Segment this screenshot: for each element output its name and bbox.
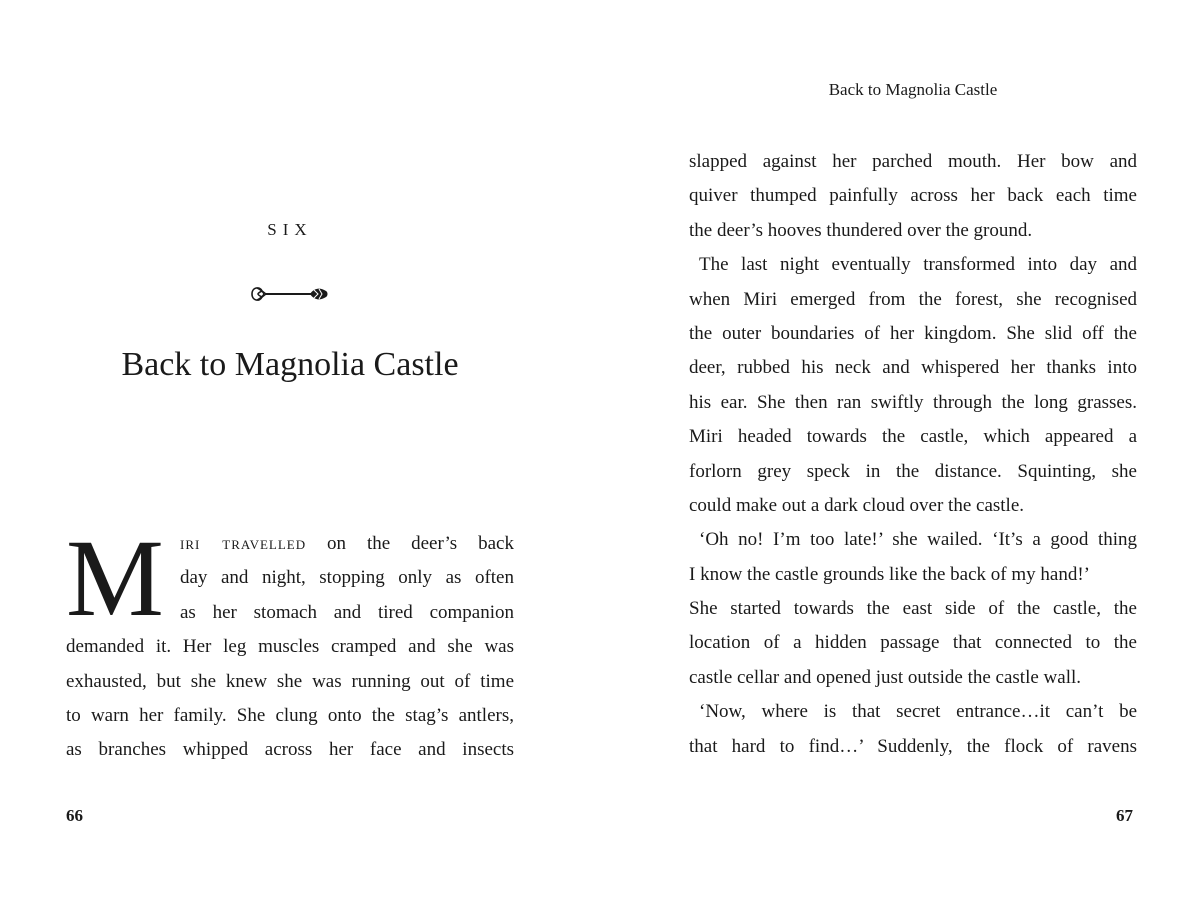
text-line: Miri headed towards the castle, which appeared a (689, 426, 1137, 448)
left-page-text (66, 517, 514, 768)
first-line-rest: on the deer’s back (306, 533, 514, 554)
text-line: slapped against her parched mouth. Her bow and (689, 151, 1137, 172)
text-line: The last night eventually transformed into day and (699, 254, 1137, 276)
text-line: the deer’s hooves thundered over the ground. (689, 219, 1033, 241)
text-line: demanded it. Her leg muscles cramped and she was (66, 636, 514, 658)
running-head: Back to Magnolia Castle (828, 80, 998, 99)
text-line: that hard to find…’ Suddenly, the flock of ravens (689, 735, 1137, 757)
page-number: 67 (1116, 806, 1133, 825)
right-page-text (689, 145, 1137, 764)
text-line: deer, rubbed his neck and whispered her thanks into (689, 357, 1137, 379)
chapter-title: Back to Magnolia Castle (121, 346, 459, 383)
drop-cap: M (66, 517, 164, 639)
arrow-flower-ornament-icon (248, 282, 332, 306)
text-line: his ear. She then ran swiftly through the long grasses. (689, 391, 1137, 413)
page-number: 66 (66, 806, 83, 825)
text-line: ‘Now, where is that secret entrance…it can’t be (699, 701, 1137, 723)
text-line: to warn her family. She clung onto the stag’s antlers, (66, 704, 514, 726)
text-line: I know the castle grounds like the back of my hand!’ (689, 563, 1090, 585)
text-line: forlorn grey speck in the distance. Squinting, she (689, 460, 1137, 482)
text-line: ‘Oh no! I’m too late!’ she wailed. ‘It’s a good thing (699, 529, 1137, 551)
text-line: when Miri emerged from the forest, she recognised (689, 288, 1137, 310)
text-line: day and night, stopping only as often (180, 567, 514, 589)
text-line: exhausted, but she knew she was running out of time (66, 670, 514, 692)
text-line: as her stomach and tired companion (180, 601, 514, 623)
text-line: location of a hidden passage that connected to the (689, 632, 1137, 654)
text-line: could make out a dark cloud over the castle. (689, 494, 1025, 516)
text-line: castle cellar and opened just outside the castle wall. (689, 666, 1081, 688)
opening-paragraph (66, 517, 514, 768)
text-line: as branches whipped across her face and insects (66, 739, 514, 761)
smallcaps-lead: iri travelled (180, 533, 307, 554)
text-line: quiver thumped painfully across her back each time (689, 185, 1137, 207)
text-line: She started towards the east side of the castle, the (689, 598, 1137, 620)
chapter-number: SIX (267, 220, 313, 239)
text-line: the outer boundaries of her kingdom. She slid off the (689, 322, 1137, 344)
